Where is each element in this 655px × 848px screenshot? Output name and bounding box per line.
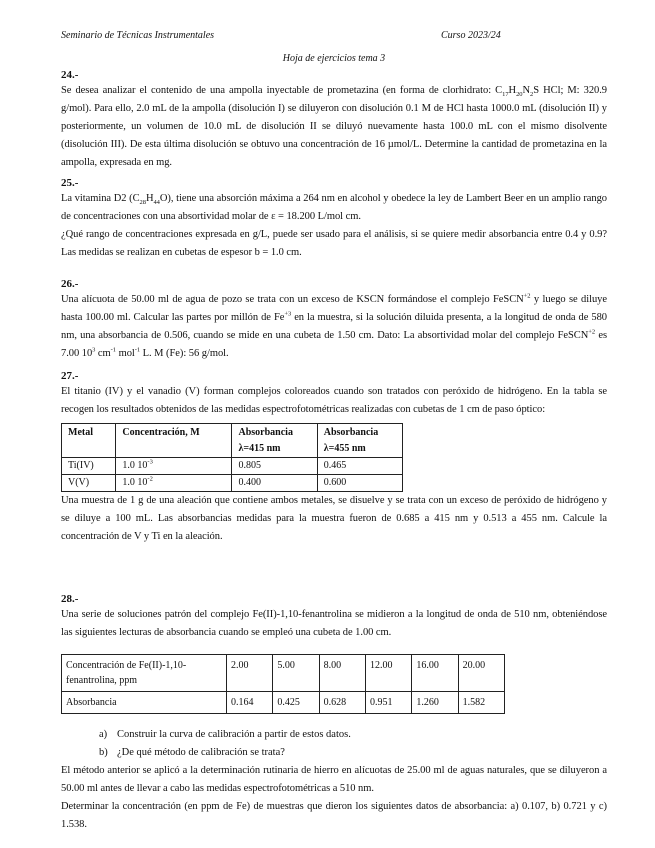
header-absorbance-415: Absorbancia λ=415 nm xyxy=(232,424,317,458)
table-header-row xyxy=(62,424,403,458)
calibration-table xyxy=(61,654,505,714)
header-metal: Metal xyxy=(62,424,116,458)
absorbance-table xyxy=(61,423,403,492)
sheet-title: Hoja de ejercicios tema 3 xyxy=(282,53,386,64)
header-concentration: Concentración, M xyxy=(116,424,232,458)
exercise-question: Determinar la concentración (en ppm de Fe) de muestras que dieron los siguientes datos de absorbancia: a) 0.107, b) 0.721 y c) 1.538. xyxy=(61,801,607,830)
exercise-text: Una muestra de 1 g de una aleación que contiene ambos metales, se disuelve y se trata con un exceso de peróxido de hidrógeno y se diluye a 100 mL. Las absorbancias medidas para la muestra fueron de 0.685 a 415 nm y 0.513 a 455 nm. Calcule la concentración de V y Ti en la aleación. xyxy=(61,495,607,542)
table-row: Absorbancia 0.164 0.425 0.628 0.951 1.260 1.582 xyxy=(62,692,505,714)
question-list xyxy=(61,726,607,762)
exercise-number: 27.- xyxy=(61,370,79,382)
exercise-24 xyxy=(61,68,607,172)
header-course-year: Curso 2023/24 xyxy=(441,30,501,41)
exercise-28 xyxy=(61,592,607,834)
exercise-26 xyxy=(61,277,607,363)
exercise-27 xyxy=(61,369,607,546)
header-absorbance-455: Absorbancia λ=455 nm xyxy=(317,424,402,458)
exercise-25 xyxy=(61,176,607,262)
exercise-intro: Una serie de soluciones patrón del complejo Fe(II)-1,10-fenantrolina se midieron a la longitud de onda de 510 nm, obteniéndose las siguientes lecturas de absorbancia cuando se empleó una cubeta de 1.00 cm. xyxy=(61,609,607,638)
exercise-number: 28.- xyxy=(61,593,79,605)
exercise-text: Se desea analizar el contenido de una ampolla inyectable de prometazina (en forma de clorhidrato: $C_{17}H_{20}N_2S$ HCl; M: 320.9 g/mol). Para ello, 2.0 mL de la ampolla (disolución I) se diluyeron con disolución 0.1 M de HCl hasta 1000.0 mL (disolución II) y posteriormente, un volumen de 10.0 mL de disolución II se diluyó nuevamente hasta 100.0 mL con el mismo disolvente (disolución III). De esta última disolución se obtuvo una concentración de 16 µmol/L. Determine la cantidad de prometazina en la ampolla, expresada en mg. xyxy=(61,85,607,168)
table-row: V(V) 1.0 $10^{-2}$ 0.400 0.600 xyxy=(62,475,403,492)
row-label-concentration: Concentración de Fe(II)-1,10-fenantrolina, ppm xyxy=(62,655,227,692)
exercise-number: 26.- xyxy=(61,278,79,290)
table-row: Concentración de Fe(II)-1,10-fenantrolina, ppm 2.00 5.00 8.00 12.00 16.00 20.00 xyxy=(62,655,505,692)
exercise-intro: El titanio (IV) y el vanadio (V) forman complejos coloreados cuando son tratados con peróxido de hidrógeno. En la tabla se recogen los resultados obtenidos de las medidas espectrofotométricas realizadas con cubetas de 1 cm de paso óptico: xyxy=(61,386,607,415)
exercise-number: 24.- xyxy=(61,69,79,81)
exercise-text: La vitamina D2 $(C_{28}H_{44}O)$, tiene una absorción máxima a 264 nm en alcohol y obedece la ley de Lambert Beer en un amplio rango de concentraciones con una absortividad molar de ε = 18.200 L/mol cm. xyxy=(61,193,607,222)
exercise-text: Una alícuota de 50.00 ml de agua de pozo se trata con un exceso de KSCN formándose el complejo FeSCN$^{+2}$ y luego se diluye hasta 100.00 ml. Calcular las partes por millón de $Fe^{+3}$ en la muestra, si la solución diluida presenta, a la longitud de onda de 580 nm, una absorbancia de 0.506, cuando se mide en una cubeta de 1.50 cm. Dato: La absortividad molar del complejo FeSCN$^{+2}$ es 7.00 $10^3$ $cm^{-1}$ mol$^{-1}$ L. M (Fe): 56 g/mol. xyxy=(61,292,607,359)
table-row: Ti(IV) 1.0 $10^{-3}$ 0.805 0.465 xyxy=(62,458,403,475)
list-item: a) Construir la curva de calibración a partir de estos datos. xyxy=(99,729,351,740)
list-item: b) ¿De qué método de calibración se trata? xyxy=(99,747,285,758)
exercise-text: El método anterior se aplicó a la determinación rutinaria de hierro en alícuotas de 25.00 ml de aguas naturales, que se diluyeron a 50.00 ml antes de llevar a cabo las medidas espectrofotométricas a 510 nm. xyxy=(61,765,607,794)
row-label-absorbance: Absorbancia xyxy=(62,692,227,714)
exercise-number: 25.- xyxy=(61,177,79,189)
exercise-question: ¿Qué rango de concentraciones expresada en g/L, puede ser usado para el análisis, si se quiere medir absorbancia entre 0.4 y 0.9? Las medidas se realizan en cubetas de espesor b = 1.0 cm. xyxy=(61,229,607,258)
header-course-name: Seminario de Técnicas Instrumentales xyxy=(61,30,215,41)
